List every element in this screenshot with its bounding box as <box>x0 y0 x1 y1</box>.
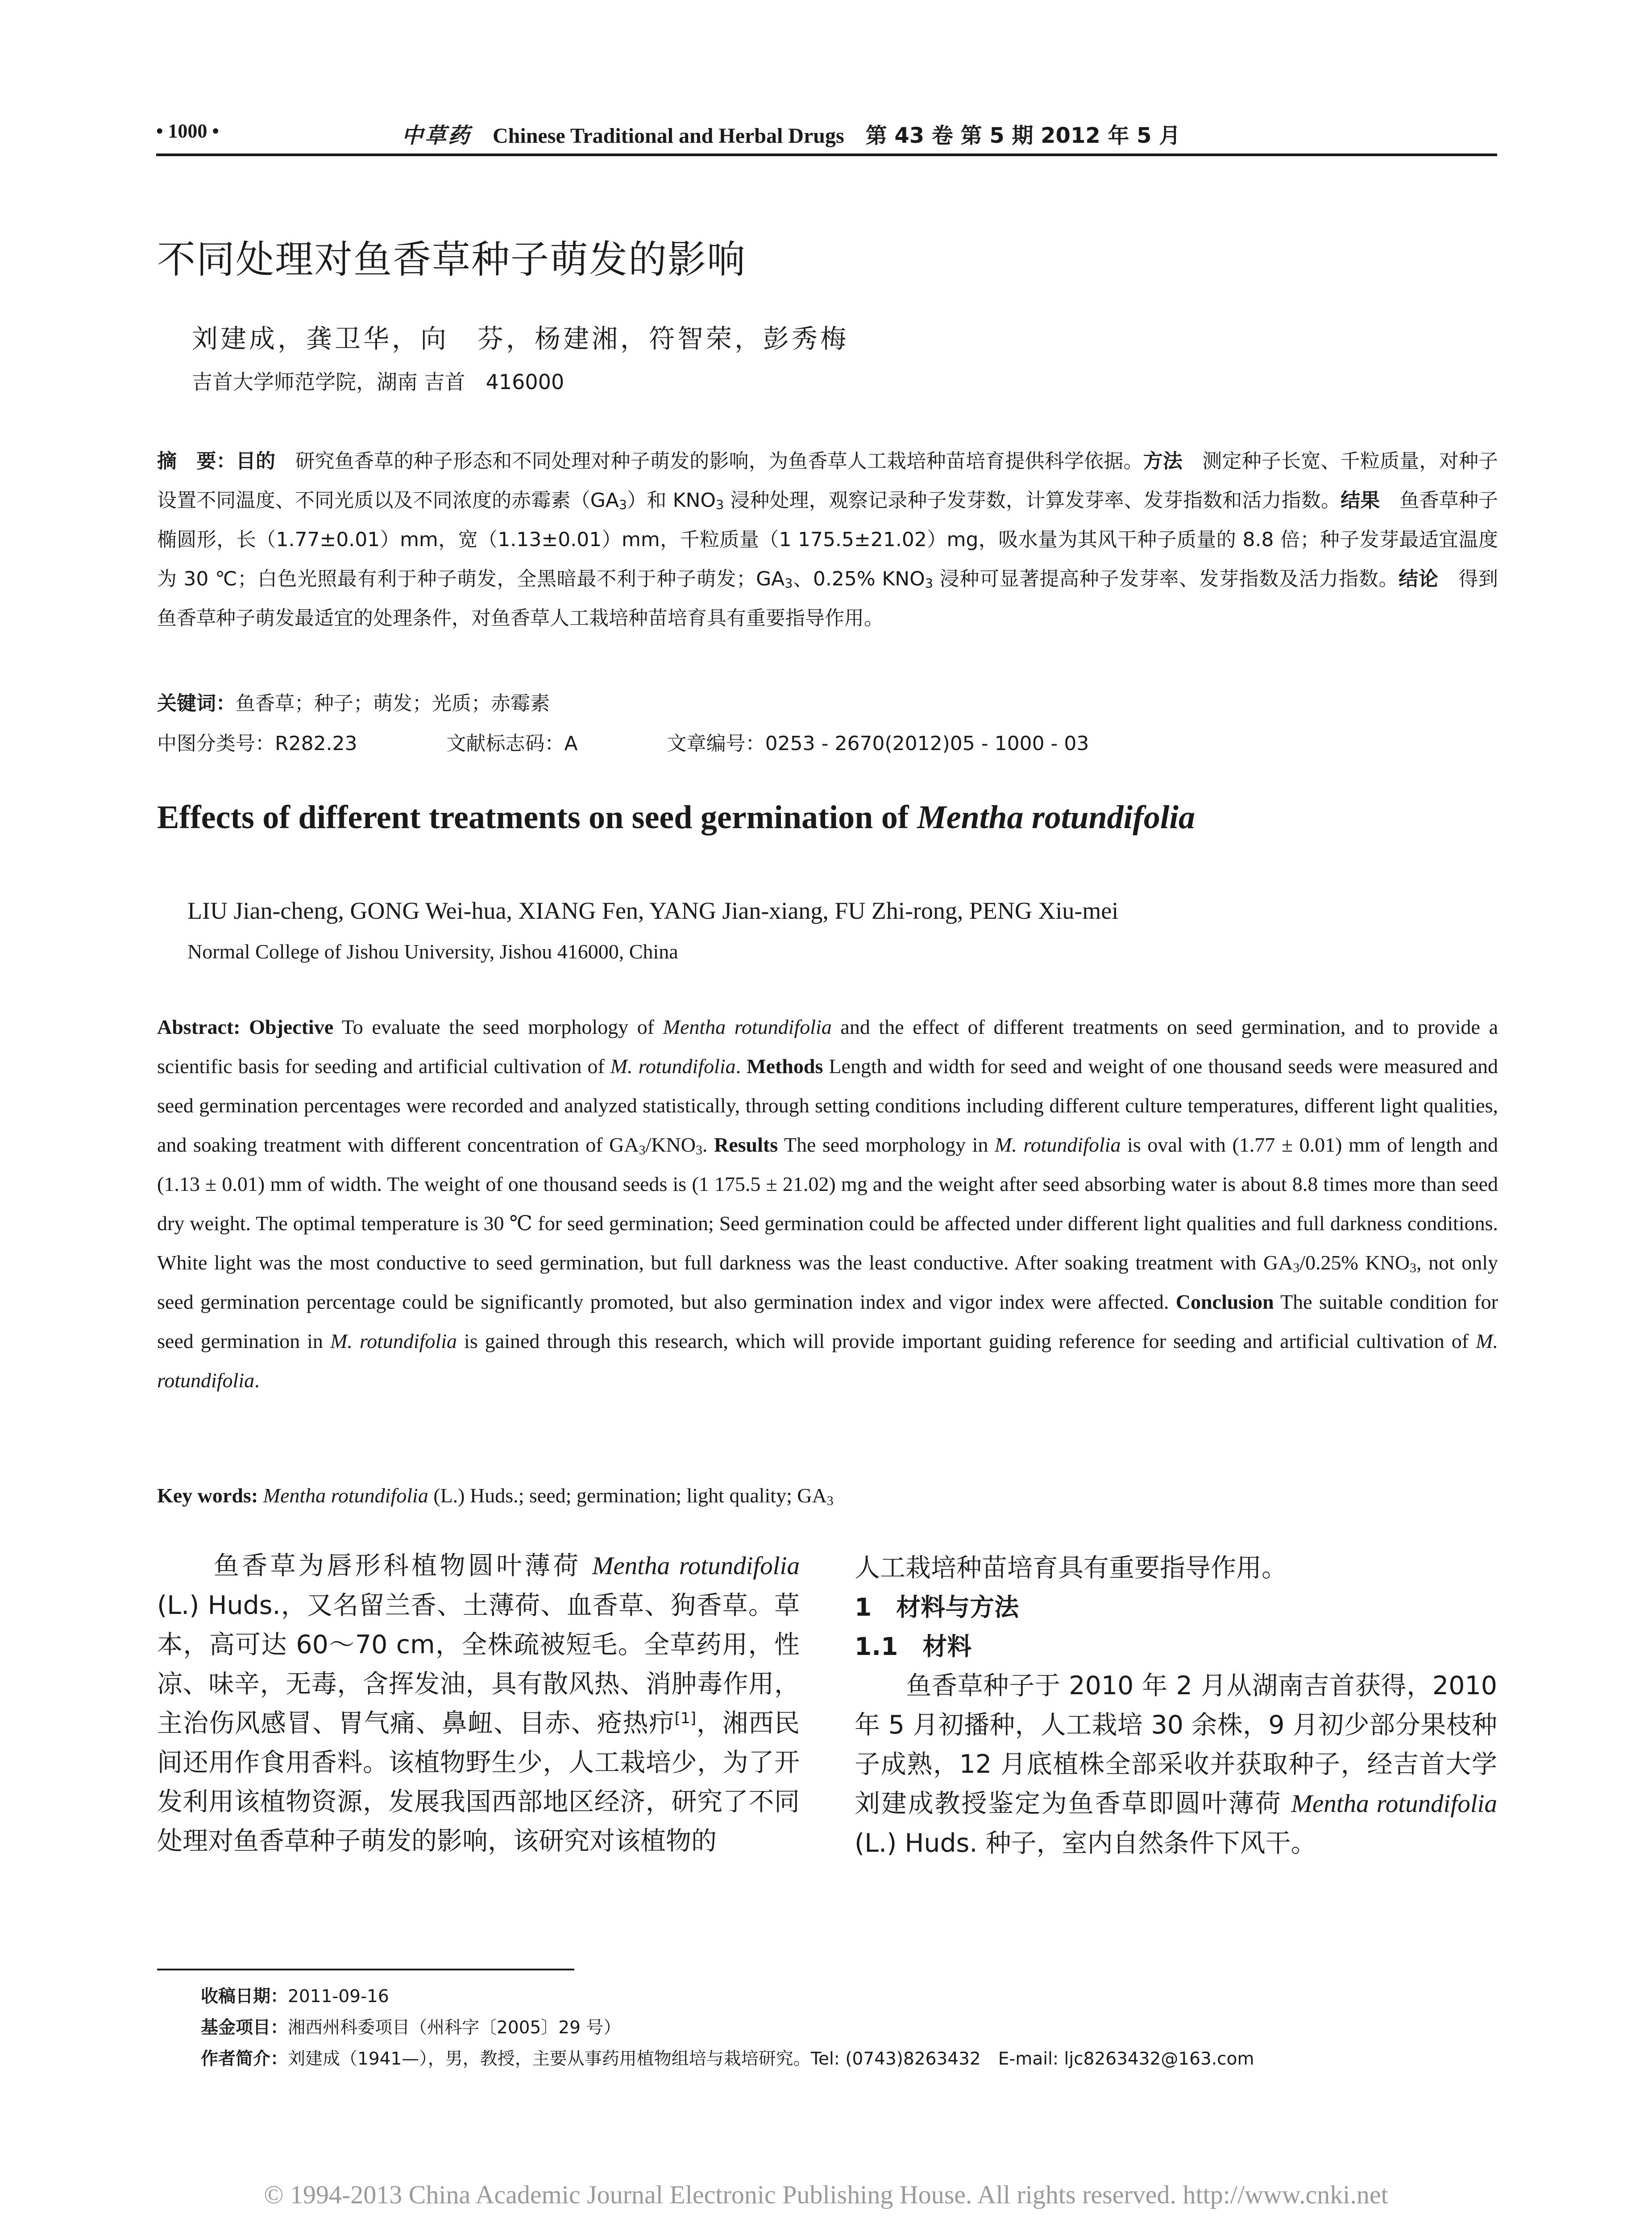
footnote-label: 基金项目： <box>201 2018 288 2038</box>
species-name: M. rotundifolia <box>995 1133 1121 1156</box>
species-name: M. rotundifolia <box>330 1330 457 1352</box>
page-number: • 1000 • <box>156 120 219 142</box>
clc-number: 中图分类号：R282.23 <box>157 732 357 755</box>
chinese-authors: 刘建成，龚卫华，向 芬，杨建湘，符智荣，彭秀梅 <box>192 323 849 354</box>
objective-text: To evaluate the seed morphology of <box>333 1016 663 1038</box>
keywords-label: Key words: <box>157 1484 258 1507</box>
footnote-text: 2011-09-16 <box>288 1986 389 2007</box>
header-rule <box>156 153 1497 156</box>
footnote-fund <box>201 2012 1254 2044</box>
methods-label: Methods <box>747 1055 823 1078</box>
body-text: (L.) Huds. 种子，室内自然条件下风干。 <box>855 1829 1316 1858</box>
footnote-rule <box>157 1969 574 1970</box>
results-text: 浸种可显著提高种子发芽率、发芽指数及活力指数。 <box>933 568 1399 590</box>
body-text: (L.) Huds.，又名留兰香、土薄荷、血香草、狗香草。草本，高可达 60～70 cm，全株疏被短毛。全草药用，性凉、味辛，无毒，含挥发油，具有散风热、消肿毒作用，主治伤风感冒、胃气痛、鼻衄、目赤、疮热疖 <box>157 1591 800 1738</box>
footnote-author <box>201 2044 1254 2075</box>
results-text: 鱼香草种子椭圆形，长（1.77±0.01）mm，宽（1.13±0.01）mm，千粒质量（1 175.5±21.02）mg，吸水量为其风干种子质量的 8.8 倍；种子发芽最适宜温度为 30 ℃；白色光照最有利于种子萌发，全黑暗最不利于种子萌发；GA <box>157 489 1498 590</box>
objective-label: Objective <box>249 1016 334 1038</box>
footnote-received <box>201 1981 1254 2012</box>
keywords-label: 关键词： <box>157 692 236 715</box>
objective-text: and the effect of different treatments on seed germination, and to provide a scientific basis for seeding and artificial cultivation of <box>157 1016 1498 1078</box>
methods-label: 方法 <box>1143 450 1183 473</box>
classification-line <box>157 727 1178 756</box>
subscript: 3 <box>1410 1260 1416 1275</box>
species-name: Mentha rotundifolia <box>263 1484 428 1507</box>
species-name: Mentha rotundifolia <box>1291 1790 1497 1818</box>
results-text: , not only seed germination percentage could be significantly promoted, but also germination index and vigor index were affected. <box>157 1251 1498 1313</box>
body-column-right <box>855 1548 1497 1863</box>
body-text: 鱼香草种子于 2010 年 2 月从湖南吉首获得，2010 年 5 月初播种，人工栽培 30 余株，9 月初少部分果枝种子成熟，12 月底植株全部采收并获取种子，经吉首大学刘建成教授鉴定为鱼香草即圆叶薄荷 <box>855 1671 1497 1818</box>
objective-text: 研究鱼香草的种子形态和不同处理对种子萌发的影响，为鱼香草人工栽培种苗培育提供科学依据。 <box>275 450 1143 473</box>
species-name: M. rotundifolia <box>157 1330 1498 1392</box>
english-title <box>157 799 1195 837</box>
section-heading: 1 材料与方法 <box>855 1593 1019 1621</box>
chinese-title: 不同处理对鱼香草种子萌发的影响 <box>157 237 746 282</box>
english-abstract <box>157 1008 1498 1400</box>
species-name: M. rotundifolia <box>610 1055 736 1078</box>
subscript: 3 <box>716 497 724 513</box>
conclusion-text: 得到鱼香草种子萌发最适宜的处理条件，对鱼香草人工栽培种苗培育具有重要指导作用。 <box>157 568 1498 630</box>
subscript: 3 <box>925 576 934 591</box>
abstract-label: 摘 要： <box>157 450 236 473</box>
article-number: 文章编号：0253 - 2670(2012)05 - 1000 - 03 <box>667 732 1089 755</box>
journal-issue: 第 43 卷 第 5 期 2012 年 5 月 <box>865 123 1181 148</box>
english-affiliation: Normal College of Jishou University, Jishou 416000, China <box>187 940 678 963</box>
results-text: The seed morphology in <box>778 1133 995 1156</box>
title-species: Mentha rotundifolia <box>917 799 1195 836</box>
chinese-affiliation: 吉首大学师范学院，湖南 吉首 416000 <box>192 370 565 394</box>
conclusion-label: 结论 <box>1399 568 1439 590</box>
english-keywords <box>157 1484 834 1507</box>
body-column-left <box>157 1546 800 1861</box>
subscript: 3 <box>826 1493 834 1508</box>
document-code: 文献标志码：A <box>446 732 578 755</box>
objective-text: . <box>735 1055 747 1078</box>
subscript: 3 <box>1293 1260 1300 1275</box>
species-name: Mentha rotundifolia <box>592 1552 800 1580</box>
subscript: 3 <box>639 1142 646 1157</box>
keywords-text: 鱼香草；种子；萌发；光质；赤霉素 <box>236 692 550 715</box>
methods-text: Length and width for seed and weight of one thousand seeds were measured and seed germination percentages were recorded and analyzed statistically, through setting conditions including different culture temperatures, different light qualities, and soaking treatment with different concentration of GA <box>157 1055 1498 1156</box>
body-text: ，湘西民间还用作食用香料。该植物野生少，人工栽培少，为了开发利用该植物资源，发展我国西部地区经济，研究了不同处理对鱼香草种子萌发的影响，该研究对该植物的 <box>157 1708 800 1856</box>
citation-ref[interactable]: [1] <box>674 1709 697 1728</box>
body-text: 人工栽培种苗培育具有重要指导作用。 <box>855 1553 1287 1583</box>
body-text: 鱼香草为唇形科植物圆叶薄荷 <box>157 1551 592 1580</box>
footnote-label: 收稿日期： <box>201 1986 288 2007</box>
subsection-heading: 1.1 材料 <box>855 1632 972 1661</box>
species-name: Mentha rotundifolia <box>663 1016 832 1038</box>
footnote-text: 湘西州科委项目（州科字〔2005〕29 号） <box>288 2018 621 2038</box>
journal-name: Chinese Traditional and Herbal Drugs <box>493 124 844 148</box>
journal-header <box>402 118 1180 149</box>
results-text: /0.25% KNO <box>1299 1251 1410 1274</box>
conclusion-text: The suitable condition for seed germination in <box>157 1290 1498 1352</box>
english-authors: LIU Jian-cheng, GONG Wei-hua, XIANG Fen, YANG Jian-xiang, FU Zhi-rong, PENG Xiu-mei <box>187 897 1119 924</box>
results-label: Results <box>714 1133 778 1156</box>
methods-text: ）和 KNO <box>627 489 716 512</box>
subscript: 3 <box>695 1142 702 1157</box>
methods-text: 浸种处理，观察记录种子发芽数，计算发芽率、发芽指数和活力指数。 <box>724 489 1341 512</box>
methods-text: /KNO <box>645 1133 696 1156</box>
results-text: 、0.25% KNO <box>793 568 925 590</box>
footnote-text: 刘建成（1941—），男，教授，主要从事药用植物组培与栽培研究。Tel: (0743)8263432 E-mail: ljc8263432@163.com <box>288 2049 1254 2069</box>
results-text: is oval with (1.77 ± 0.01) mm of length and (1.13 ± 0.01) mm of width. The weight of one thousand seeds is (1 175.5 ± 21.02) mg and the weight after seed absorbing water is about 8.8 times more than seed dry weight. The optimal temperature is 30 ℃ for seed germination; Seed germination could be affected under different light qualities and full darkness conditions. White light was the most conductive to seed germination, but full darkness was the least conductive. After soaking treatment with GA <box>157 1133 1498 1274</box>
chinese-keywords <box>157 687 550 716</box>
journal-brand: 中草药 <box>402 123 472 148</box>
conclusion-label: Conclusion <box>1175 1290 1274 1313</box>
footnotes <box>201 1981 1254 2075</box>
copyright-watermark: © 1994-2013 China Academic Journal Electronic Publishing House. All rights reserved. http://www.cnki.net <box>264 2180 1388 2209</box>
keywords-text: (L.) Huds.; seed; germination; light quality; GA <box>428 1484 827 1507</box>
conclusion-text: is gained through this research, which will provide important guiding reference for seeding and artificial cultivation of <box>457 1330 1476 1352</box>
results-label: 结果 <box>1341 489 1380 512</box>
footnote-label: 作者简介： <box>201 2049 288 2069</box>
objective-label: 目的 <box>236 450 276 473</box>
subscript: 3 <box>784 576 793 591</box>
methods-text: . <box>702 1133 714 1156</box>
title-text: Effects of different treatments on seed germination of <box>157 799 917 836</box>
subscript: 3 <box>618 497 627 513</box>
methods-text: 测定种子长宽、千粒质量，对种子设置不同温度、不同光质以及不同浓度的赤霉素（GA <box>157 450 1498 512</box>
conclusion-text: . <box>254 1369 260 1392</box>
abstract-label: Abstract: <box>157 1016 241 1038</box>
chinese-abstract <box>157 442 1498 638</box>
